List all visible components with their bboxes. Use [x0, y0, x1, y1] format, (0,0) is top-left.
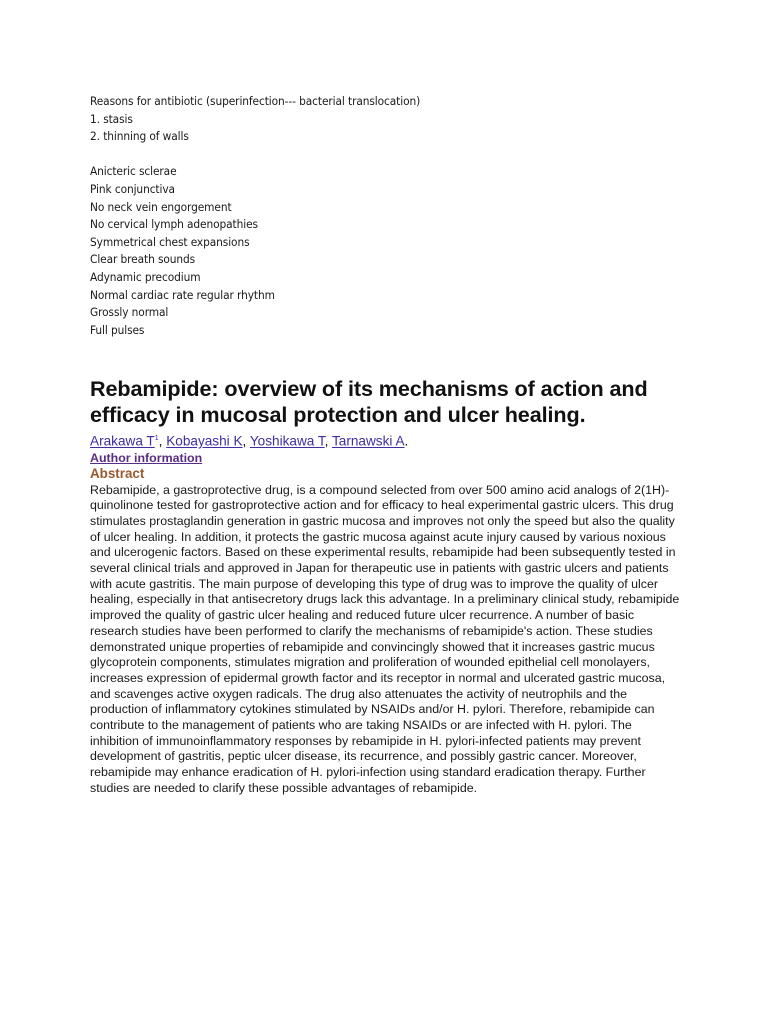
finding-item: Full pulses — [90, 322, 145, 337]
finding-item: Pink conjunctiva — [90, 181, 175, 196]
author-link[interactable]: Kobayashi K — [166, 433, 243, 449]
reason-item: 2. thinning of walls — [90, 129, 189, 144]
author-link[interactable]: Tarnawski A — [331, 433, 405, 449]
abstract-text: Rebamipide, a gastroprotective drug, is a compound selected from over 500 amino acid analogs of 2(1H)-quinolinone tested for gastroprotective action and for efficacy to heal experimental gastric ulcers. This drug stimulates prostaglandin generation in gastric mucosa and improves not only the speed but also the quality of ulcer healing. In addition, it protects the gastric mucosa against acute injury caused by various noxious and ulcerogenic factors. Based on these experimental results, rebamipide had been subsequently tested in several clinical trials and approved in Japan for therapeutic use in patients with gastric ulcers and patients with acute gastritis. The main purpose of developing this type of drug was to improve the quality of ulcer healing, especially in that antisecretory drugs lack this advantage. In a preliminary clinical study, rebamipide improved the quality of gastric ulcer healing and reduced future ulcer recurrence. A number of basic research studies have been performed to clarify the mechanisms of rebamipide's action. These studies demonstrated unique properties of rebamipide and convincingly showed that it increases gastric mucus glycoprotein components, stimulates migration and proliferation of wounded epithelial cell monolayers, increases expression of epidermal growth factor and its receptor in normal and ulcerated gastric mucosa, and scavenges active oxygen radicals. The drug also attenuates the activity of neutrophils and the production of inflammatory cytokines stimulated by NSAIDs and/or H. pylori. Therefore, rebamipide can contribute to the management of patients who are taking NSAIDs or are infected with H. pylori. The inhibition of immunoinflammatory responses by rebamipide in H. pylori-infected patients may prevent development of gastritis, peptic ulcer disease, its recurrence, and possibly gastric cancer. Moreover, rebamipide may enhance eradication of H. pylori-infection using standard eradication therapy. Further studies are needed to clarify these possible advantages of rebamipide. — [90, 482, 680, 795]
finding-item: No neck vein engorgement — [90, 199, 232, 214]
abstract-heading: Abstract — [90, 465, 145, 481]
notes-spacer — [90, 146, 650, 164]
clinical-notes — [90, 93, 650, 339]
article — [90, 376, 690, 797]
author-affiliation-marker: 1 — [154, 435, 159, 442]
finding-item: Grossly normal — [90, 305, 169, 320]
author-information-link[interactable]: Author information — [90, 450, 203, 465]
finding-item: Anicteric sclerae — [90, 164, 177, 179]
antibiotic-reasons-header: Reasons for antibiotic (superinfection--- bacterial translocation) — [90, 94, 421, 108]
author-link[interactable]: Arakawa T — [90, 433, 155, 449]
author-list: Arakawa $T^1$, Kobayashi K, Yoshikawa T, Tarnawski A. — [90, 433, 409, 449]
finding-item: Clear breath sounds — [90, 252, 196, 267]
finding-item: Adynamic precodium — [90, 269, 201, 284]
reason-item: 1. stasis — [90, 111, 133, 126]
author-link[interactable]: Yoshikawa T — [249, 433, 325, 449]
finding-item: Normal cardiac rate regular rhythm — [90, 287, 275, 302]
finding-item: Symmetrical chest expansions — [90, 234, 250, 249]
finding-item: No cervical lymph adenopathies — [90, 217, 258, 232]
article-title: Rebamipide: overview of its mechanisms of action and efficacy in mucosal protection and ulcer healing. — [90, 376, 648, 427]
